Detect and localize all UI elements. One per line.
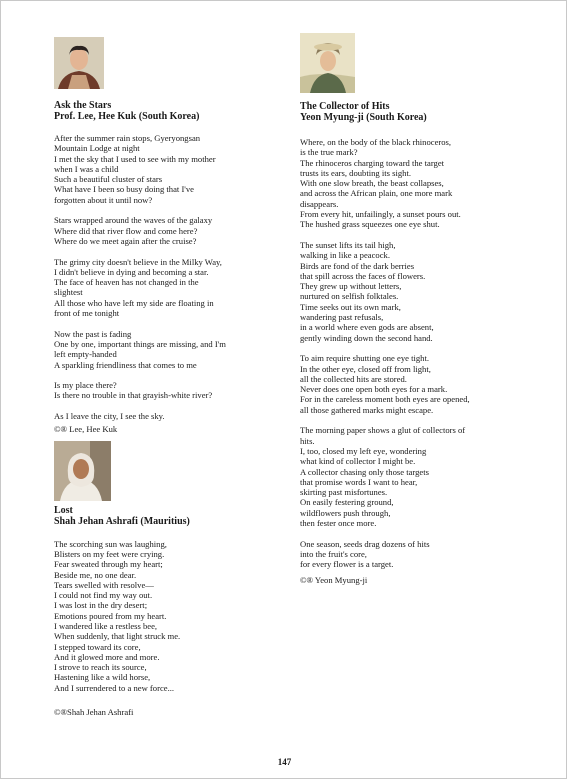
stanza (54, 215, 279, 246)
verse-line: Where, on the body of the black rhinoceros, (300, 137, 452, 147)
verse-line: After the summer rain stops, Gyeryongsan (54, 133, 201, 143)
poem-body-ask-the-stars (54, 133, 279, 435)
verse-line: hits. (300, 435, 315, 446)
verse-line: Blisters on my feet were crying. (54, 548, 165, 559)
stanza (300, 137, 535, 230)
right-column (300, 33, 535, 586)
author-photo-yeon (300, 33, 355, 93)
verse-line: Never does one open both eyes for a mark. (300, 384, 448, 395)
portrait-image (54, 37, 104, 89)
verse-line: Such a beautiful cluster of stars (54, 174, 163, 185)
poem-author: Shah Jehan Ashrafi (Mauritius) (54, 515, 190, 527)
verse-line: Emotions poured from my heart. (54, 610, 167, 621)
verse-line: What have I been so busy doing that I've (54, 184, 194, 195)
verse-line: slightest (54, 287, 83, 298)
verse-line: that spill across the faces of flowers. (300, 270, 426, 281)
verse-line: When suddenly, that light struck me. (54, 631, 181, 642)
verse-line: The rhinoceros charging toward the target (300, 157, 445, 168)
verse-line: wandering past refusals, (300, 312, 384, 323)
verse-line: Is there no trouble in that grayish-white river? (54, 390, 213, 401)
verse-line: all the collected hits are stored. (300, 373, 407, 384)
verse-line: In the other eye, closed off from light, (300, 363, 431, 374)
verse-line: for every flower is a target. (300, 559, 394, 570)
verse-line: A sparkling friendliness that comes to me (54, 359, 197, 370)
portrait-image (54, 441, 111, 501)
verse-line: gently winding down the second hand. (300, 332, 433, 343)
verse-line: is the true mark? (300, 147, 358, 158)
poem-title: Lost (54, 504, 73, 516)
verse-line: that promise words I want to hear, (300, 476, 418, 487)
verse-line: To aim require shutting one eye tight. (300, 353, 429, 364)
verse-line: Where do we meet again after the cruise? (54, 235, 197, 246)
verse-line: Hastening like a wild horse, (54, 672, 151, 683)
stanza (54, 411, 279, 421)
verse-line: Where did that river flow and come here? (54, 225, 198, 236)
poem-title: Ask the Stars (54, 100, 112, 111)
verse-line: nurtured on selfish folktales. (300, 291, 399, 302)
verse-line: skirting past misfortunes. (300, 487, 388, 498)
verse-line: All those who have left my side are floating in (54, 297, 214, 308)
stanza (300, 539, 535, 570)
verse-line: walking in like a peacock. (300, 250, 390, 261)
verse-line: in a world where even gods are absent, (300, 322, 434, 333)
left-column (54, 37, 279, 717)
verse-line: On easily festering ground, (300, 497, 394, 508)
verse-line: I was lost in the dry desert; (54, 600, 148, 611)
poem-title: The Collector of Hits (300, 101, 390, 112)
verse-line: I, too, closed my left eye, wondering (300, 445, 427, 456)
stanza (54, 380, 279, 401)
verse-line: disappears. (300, 198, 339, 209)
verse-line: then fester once more. (300, 517, 377, 528)
poem-body-lost (54, 539, 279, 718)
verse-line: With one slow breath, the beast collapses, (300, 178, 444, 189)
verse-line: Mountain Lodge at night (54, 143, 140, 154)
verse-line: forgotten about it until now? (54, 194, 153, 205)
verse-line: all those gathered marks might escape. (300, 404, 434, 415)
verse-line: As I leave the city, I see the sky. (54, 411, 165, 422)
stanza (54, 329, 279, 370)
poem-body-collector-of-hits (300, 137, 535, 586)
verse-line: The face of heaven has not changed in the (54, 277, 199, 288)
stanza (300, 353, 535, 415)
verse-line: Time seeks out its own mark, (300, 301, 401, 312)
portrait-image (300, 33, 355, 93)
stanza (54, 133, 279, 205)
stanza (300, 425, 535, 528)
copyright-notice: ©® Lee, Hee Kuk (54, 424, 118, 435)
verse-line: left empty-handed (54, 349, 117, 360)
verse-line: A collector chasing only those targets (300, 466, 429, 477)
verse-line: Now the past is fading (54, 328, 132, 339)
verse-line: and across the African plain, one more mark (300, 188, 453, 199)
verse-line: I strove to reach its source, (54, 662, 147, 673)
verse-line: I didn't believe in dying and becoming a star. (54, 266, 209, 277)
verse-line: The sunset lifts its tail high, (300, 239, 396, 250)
verse-line: For in the careless moment both eyes are opened, (300, 394, 470, 405)
verse-line: front of me tonight (54, 308, 120, 319)
copyright-notice: ©® Yeon Myung-ji (300, 575, 368, 586)
page-number: 147 (277, 757, 292, 767)
copyright-notice: ©®Shah Jehan Ashrafi (54, 707, 134, 718)
author-photo-lee (54, 37, 104, 89)
verse-line: From every hit, unfailingly, a sunset pours out. (300, 209, 461, 220)
verse-line: Fear sweated through my heart; (54, 559, 163, 570)
verse-line: The grimy city doesn't believe in the Milky Way, (54, 256, 222, 267)
stanza (54, 257, 279, 319)
verse-line: One by one, important things are missing, and I'm (54, 338, 226, 349)
verse-line: They grew up without letters, (300, 281, 402, 292)
verse-line: I could not find my way out. (54, 590, 153, 601)
poem-author: Prof. Lee, Hee Kuk (South Korea) (54, 111, 200, 122)
verse-line: The hushed grass squeezes one eye shut. (300, 219, 440, 230)
author-photo-shah (54, 441, 111, 501)
verse-line: And it glowed more and more. (54, 651, 160, 662)
verse-line: I wandered like a restless bee, (54, 620, 158, 631)
verse-line: I met the sky that I used to see with my mother (54, 153, 216, 164)
stanza (54, 539, 279, 693)
verse-line: when I was a child (54, 163, 119, 174)
verse-line: Tears swelled with resolve— (54, 579, 154, 590)
verse-line: The scorching sun was laughing, (54, 538, 167, 549)
verse-line: Stars wrapped around the waves of the galaxy (54, 215, 213, 226)
verse-line: Beside me, no one dear. (54, 569, 137, 580)
verse-line: And I surrendered to a new force... (54, 682, 175, 693)
verse-line: Is my place there? (54, 380, 117, 391)
verse-line: trusts its ears, doubting its sight. (300, 167, 412, 178)
verse-line: Birds are fond of the dark berries (300, 260, 415, 271)
verse-line: I stepped toward its core, (54, 641, 141, 652)
verse-line: into the fruit's core, (300, 548, 367, 559)
verse-line: what kind of collector I might be. (300, 456, 416, 467)
stanza (300, 240, 535, 343)
verse-line: wildflowers push through, (300, 507, 391, 518)
poem-author: Yeon Myung-ji (South Korea) (300, 112, 427, 123)
verse-line: The morning paper shows a glut of collectors of (300, 425, 466, 436)
verse-line: One season, seeds drag dozens of hits (300, 538, 430, 549)
